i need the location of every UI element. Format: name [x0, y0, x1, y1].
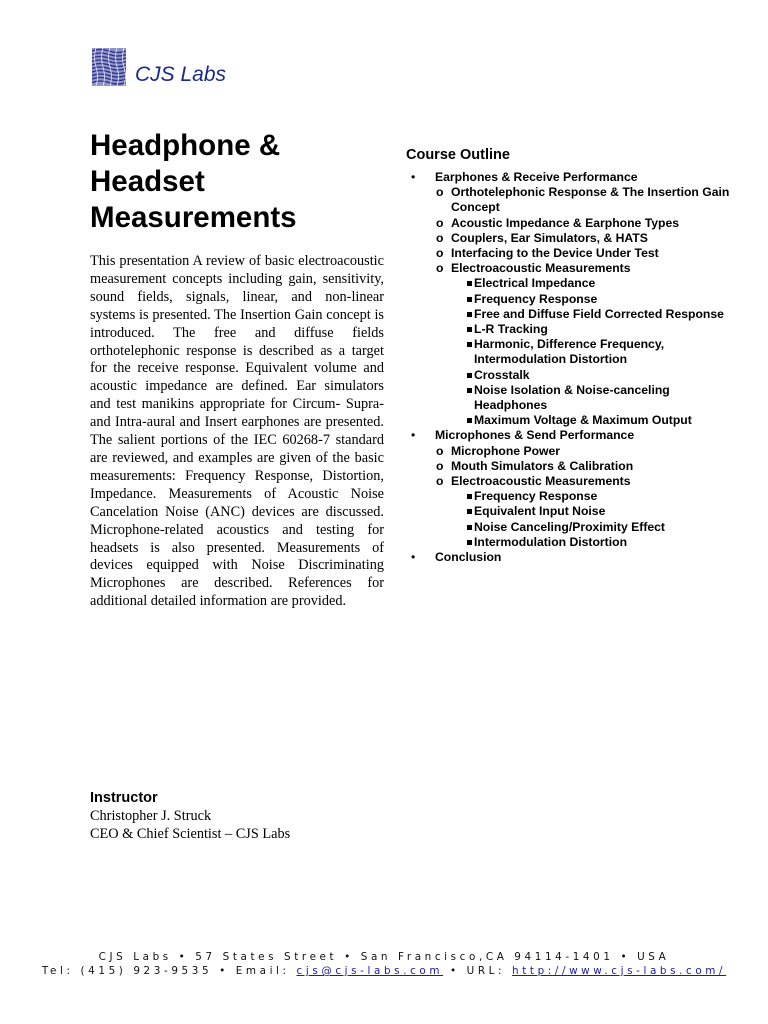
outline-subsubitem	[451, 337, 736, 367]
outline-subitem-label: Electroacoustic Measurements	[451, 261, 631, 276]
outline-subitem-label: Couplers, Ear Simulators, & HATS	[451, 230, 648, 245]
outline-subsubitem	[451, 504, 736, 519]
outline-subitem-label: Microphone Power	[451, 443, 561, 458]
square-bullet-icon	[467, 418, 472, 423]
website-link[interactable]: http://www.cjs-labs.com/	[512, 965, 727, 977]
outline-subsubitem-label: Equivalent Input Noise	[474, 504, 606, 519]
outline-subsubitem-label: Intermodulation Distortion	[474, 534, 628, 549]
instructor-name: Christopher J. Struck	[90, 808, 212, 824]
footer-tel: Tel: (415) 923-9535 • Email:	[41, 965, 297, 977]
bullet-marker: •	[411, 550, 416, 565]
brand-name: CJS Labs	[135, 63, 227, 86]
outline-subsubitem	[451, 520, 736, 535]
square-bullet-icon	[467, 281, 472, 286]
course-outline	[406, 147, 736, 565]
outline-subitem	[435, 231, 736, 246]
outline-subsubitem-label: Harmonic, Difference Frequency, Intermodulation Distortion	[474, 337, 665, 367]
outline-subsubitem	[451, 307, 736, 322]
outline-subitem-label: Interfacing to the Device Under Test	[451, 246, 659, 261]
circle-marker: o	[436, 261, 444, 276]
square-bullet-icon	[467, 342, 472, 347]
square-bullet-icon	[467, 327, 472, 332]
outline-subsubitem	[451, 292, 736, 307]
title-line: Measurements	[90, 201, 297, 234]
circle-marker: o	[436, 458, 444, 473]
outline-subitem	[435, 185, 736, 215]
outline-list	[406, 170, 736, 565]
outline-subsubitem-label: L-R Tracking	[474, 322, 548, 337]
outline-subitem	[435, 459, 736, 474]
outline-subsubitem-label: Frequency Response	[474, 291, 598, 306]
bullet-marker: •	[411, 170, 416, 184]
outline-item-label: Earphones & Receive Performance	[435, 170, 638, 184]
outline-subitem-label: Acoustic Impedance & Earphone Types	[451, 215, 680, 230]
footer-address: CJS Labs • 57 States Street • San Francisco,CA 94114-1401 • USA	[98, 951, 670, 963]
outline-heading: Course Outline	[406, 147, 510, 163]
circle-marker: o	[436, 474, 444, 489]
square-bullet-icon	[467, 494, 472, 499]
outline-subitem-label: Mouth Simulators & Calibration	[451, 458, 634, 473]
brand-logo	[92, 47, 226, 87]
document-title	[90, 128, 390, 236]
outline-subsubitem	[451, 489, 736, 504]
square-bullet-icon	[467, 509, 472, 514]
outline-subsubitem-label: Electrical Impedance	[474, 276, 596, 291]
outline-subsubitem-label: Free and Diffuse Field Corrected Response	[474, 306, 724, 321]
square-bullet-icon	[467, 540, 472, 545]
outline-item	[406, 428, 736, 550]
outline-subsubitem-label: Crosstalk	[474, 367, 530, 382]
instructor-role: CEO & Chief Scientist – CJS Labs	[90, 826, 291, 842]
outline-subsubitem-label: Maximum Voltage & Maximum Output	[474, 413, 692, 428]
footer-contact	[0, 964, 768, 978]
outline-subitem-label: Electroacoustic Measurements	[451, 474, 631, 489]
email-link[interactable]: cjs@cjs-labs.com	[296, 965, 444, 977]
outline-subitem	[435, 444, 736, 459]
outline-subsubitem	[451, 383, 736, 413]
circle-marker: o	[436, 185, 444, 200]
title-line: Headset	[90, 165, 205, 198]
instructor-block	[90, 789, 290, 843]
outline-subsubitem-label: Frequency Response	[474, 489, 598, 504]
outline-item-label: Microphones & Send Performance	[435, 428, 635, 443]
outline-subitem-label: Orthotelephonic Response & The Insertion Gain Concept	[451, 185, 730, 215]
square-bullet-icon	[467, 525, 472, 530]
circle-marker: o	[436, 230, 444, 245]
outline-subsublist	[451, 489, 736, 550]
outline-subsubitem	[451, 368, 736, 383]
outline-subsubitem	[451, 413, 736, 428]
bullet-marker: •	[411, 428, 416, 443]
outline-subsubitem	[451, 535, 736, 550]
circle-marker: o	[436, 246, 444, 261]
outline-subitem	[435, 261, 736, 428]
outline-subsublist	[451, 276, 736, 428]
outline-subitem	[435, 474, 736, 550]
outline-sublist	[435, 444, 736, 550]
outline-subsubitem	[451, 276, 736, 291]
outline-subsubitem-label: Noise Canceling/Proximity Effect	[474, 519, 665, 534]
outline-subitem	[435, 216, 736, 231]
outline-sublist	[435, 185, 736, 428]
square-bullet-icon	[467, 388, 472, 393]
square-bullet-icon	[467, 373, 472, 378]
circle-marker: o	[436, 215, 444, 230]
square-bullet-icon	[467, 312, 472, 317]
footer	[0, 950, 768, 978]
outline-subitem	[435, 246, 736, 261]
outline-item	[406, 170, 736, 428]
square-bullet-icon	[467, 297, 472, 302]
outline-subsubitem-label: Noise Isolation & Noise-canceling Headphones	[474, 382, 670, 413]
outline-item	[406, 550, 736, 565]
footer-url-label: • URL:	[443, 965, 513, 977]
abstract-paragraph: This presentation A review of basic electroacoustic measurement concepts including gain, sensitivity, sound fields, signals, linear, and non-linear systems is presented. The Insertion Gain concept is introduced. The free and diffuse fields orthotelephonic response is described as a target for the receive response. Equivalent volume and acoustic impedance are defined. Ear simulators and test manikins appropriate for Circum- Supra- and Intra-aural and Insert earphones are presented. The salient portions of the IEC 60268-7 standard are reviewed, and examples are given of the basic measurements: Frequency Response, Distortion, Impedance. Measurements of Acoustic Noise Cancelation Noise (ANC) devices are discussed. Microphone-related acoustics and testing for headsets is also presented. Measurements of devices equipped with Noise Discriminating Microphones are described. References for additional detailed information are provided.	[90, 253, 384, 610]
outline-item-label: Conclusion	[435, 550, 502, 565]
wave-pattern-icon	[92, 48, 126, 86]
instructor-label: Instructor	[90, 790, 158, 806]
circle-marker: o	[436, 443, 444, 458]
outline-subsubitem	[451, 322, 736, 337]
title-line: Headphone &	[90, 129, 281, 162]
